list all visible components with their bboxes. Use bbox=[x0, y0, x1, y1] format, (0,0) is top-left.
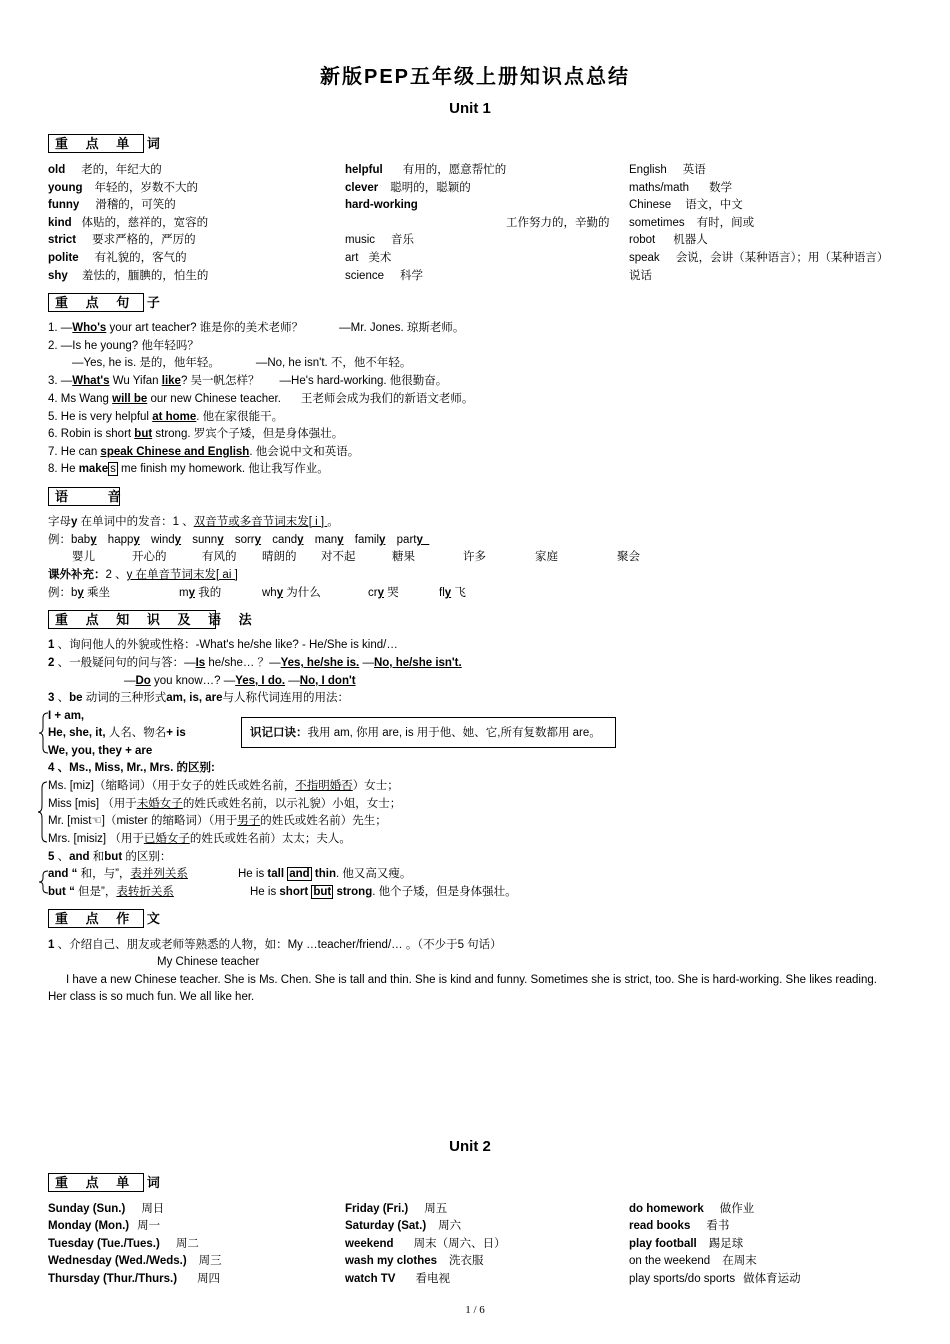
unit1-grammar-title: 重 点 知 识 及 语 法 bbox=[48, 610, 216, 629]
vocab-item: do homework 做作业 bbox=[629, 1203, 755, 1215]
sentence: 8. He make s me finish my homework. 他让我写作业。 bbox=[48, 463, 329, 475]
phonics-rule: 字母y 在单词中的发音：1 、双音节或多音节词末发[ i ] 。 bbox=[48, 516, 339, 528]
writing-task: 1 、介绍自己、朋友或老师等熟悉的人物，如：My …teacher/friend/… 。（不少于5 句话） bbox=[48, 939, 502, 951]
vocab-item: Sunday (Sun.) 周日 bbox=[48, 1203, 165, 1215]
sentence: 5. He is very helpful at home. 他在家很能干。 bbox=[48, 411, 284, 423]
vocab-item: strict 要求严格的，严厉的 bbox=[48, 234, 196, 246]
title-usage: Ms. [miz]（缩略词）（用于女子的姓氏或姓名前，不指明婚否）女士； bbox=[48, 780, 399, 792]
unit1-writing-title: 重 点 作 文 bbox=[48, 909, 144, 928]
conjunction-example: He is short but strong. 他个子矮，但是身体强壮。 bbox=[250, 886, 517, 898]
vocab-item: kind 体贴的，慈祥的，宽容的 bbox=[48, 217, 209, 229]
be-form: I + am, bbox=[48, 710, 85, 722]
vocab-item: English 英语 bbox=[629, 164, 706, 176]
vocab-item: read books 看书 bbox=[629, 1220, 730, 1232]
unit2-heading: Unit 2 bbox=[449, 1138, 491, 1155]
sentence: 4. Ms Wang will be our new Chinese teacher. 王老师会成为我们的新语文老师。 bbox=[48, 393, 474, 405]
grammar-point: 2 、一般疑问句的问与答：—Is he/she… ？—Yes, he/she is. —No, he/she isn't. bbox=[48, 657, 462, 669]
vocab-item: play football 踢足球 bbox=[629, 1238, 744, 1250]
title-usage: Mrs. [misiz] （用于已婚女子的姓氏或姓名前）太太；夫人。 bbox=[48, 833, 351, 845]
unit2-vocab-title: 重 点 单 词 bbox=[48, 1173, 144, 1192]
vocab-item: 说话 bbox=[629, 270, 652, 282]
vocab-item: science 科学 bbox=[345, 270, 423, 282]
vocab-item: old 老的，年纪大的 bbox=[48, 164, 162, 176]
grammar-point: 3 、be 动词的三种形式am, is, are与人称代词连用的用法： bbox=[48, 692, 349, 704]
vocab-item: weekend 周末（周六、日） bbox=[345, 1238, 506, 1250]
vocab-item: funny 滑稽的，可笑的 bbox=[48, 199, 176, 211]
vocab-item: Monday (Mon.) 周一 bbox=[48, 1220, 161, 1232]
conjunction-usage: and “ 和，与”，表并列关系 bbox=[48, 868, 188, 880]
vocab-item: watch TV 看电视 bbox=[345, 1273, 450, 1285]
vocab-item: robot 机器人 bbox=[629, 234, 708, 246]
vocab-item: hard-working bbox=[345, 199, 418, 211]
vocab-item: play sports/do sports 做体育运动 bbox=[629, 1273, 801, 1285]
grammar-point: 4 、Ms., Miss, Mr., Mrs. 的区别: bbox=[48, 762, 215, 774]
title-usage: Mr. [mist☜]（mister 的缩略词）（用于男子的姓氏或姓名前）先生； bbox=[48, 815, 387, 827]
sentence: 6. Robin is short but strong. 罗宾个子矮，但是身体强壮。 bbox=[48, 428, 344, 440]
vocab-item: Tuesday (Tue./Tues.) 周二 bbox=[48, 1238, 199, 1250]
grammar-point: —Do you know…? —Yes, I do. —No, I don't bbox=[124, 675, 356, 687]
conjunction-usage: but “ 但是”，表转折关系 bbox=[48, 886, 174, 898]
page-number: 1 / 6 bbox=[465, 1304, 485, 1316]
unit1-vocab-title: 重 点 单 词 bbox=[48, 134, 144, 153]
vocab-item: maths/math 数学 bbox=[629, 182, 733, 194]
vocab-item: clever 聪明的，聪颖的 bbox=[345, 182, 471, 194]
vocab-item: young 年轻的，岁数不大的 bbox=[48, 182, 198, 194]
be-form: He, she, it, 人名、物名+ is bbox=[48, 727, 186, 739]
vocab-item: Chinese 语文，中文 bbox=[629, 199, 743, 211]
vocab-item: sometimes 有时，间或 bbox=[629, 217, 755, 229]
vocab-item: Wednesday (Wed./Weds.) 周三 bbox=[48, 1255, 222, 1267]
unit1-phonics-title: 语 音 bbox=[48, 487, 120, 506]
sentence: —Yes, he is. 是的，他年轻。 —No, he isn't. 不，他不年轻。 bbox=[72, 357, 412, 369]
vocab-item: helpful 有用的，愿意帮忙的 bbox=[345, 164, 507, 176]
essay-body: Her class is so much fun. We all like her. bbox=[48, 991, 255, 1003]
vocab-item: shy 羞怯的，腼腆的，怕生的 bbox=[48, 270, 209, 282]
page-title: 新版PEP五年级上册知识点总结 bbox=[319, 66, 631, 88]
phonics-extra: 课外补充：2 、y 在单音节词末发[ ai ] bbox=[48, 569, 238, 581]
vocab-item: polite 有礼貌的，客气的 bbox=[48, 252, 187, 264]
conjunction-example: He is tall and thin. 他又高又瘦。 bbox=[238, 868, 412, 880]
sentence: 1. —Who's your art teacher? 谁是你的美术老师？ —Mr. Jones. 琼斯老师。 bbox=[48, 322, 465, 334]
be-form: We, you, they + are bbox=[48, 745, 153, 757]
title-usage: Miss [mis] （用于未婚女子的姓氏或姓名前，以示礼貌）小姐，女士； bbox=[48, 798, 402, 810]
vocab-item: Friday (Fri.) 周五 bbox=[345, 1203, 448, 1215]
grammar-point: 1 、询问他人的外貌或性格：-What's he/she like? - He/She is kind/… bbox=[48, 639, 398, 651]
unit1-sentences-title: 重 点 句 子 bbox=[48, 293, 144, 312]
essay-title: My Chinese teacher bbox=[157, 956, 260, 968]
vocab-item: wash my clothes 洗衣服 bbox=[345, 1255, 484, 1267]
vocab-item: Thursday (Thur./Thurs.) 周四 bbox=[48, 1273, 221, 1285]
vocab-item: Saturday (Sat.) 周六 bbox=[345, 1220, 462, 1232]
sentence: 2. —Is he young? 他年轻吗？ bbox=[48, 340, 199, 352]
vocab-item-meaning: 工作努力的，辛勤的 bbox=[506, 217, 610, 229]
phonics-examples: 例：baby happy windy sunny sorry candy many family party bbox=[48, 534, 423, 546]
sentence: 3. —What's Wu Yifan like? 吴一帆怎样？ —He's hard-working. 他很勤奋。 bbox=[48, 375, 448, 387]
vocab-item: speak 会说，会讲（某种语言）；用（某种语言） bbox=[629, 252, 889, 264]
grammar-point: 5 、and 和but 的区别： bbox=[48, 851, 172, 863]
vocab-item: art 美术 bbox=[345, 252, 392, 264]
essay-body: I have a new Chinese teacher. She is Ms. Chen. She is tall and thin. She is kind and funny. Sometimes she is strict, too. She is hard-working. She likes reading. bbox=[66, 974, 877, 986]
unit1-heading: Unit 1 bbox=[449, 100, 491, 117]
mnemonic-box: 识记口诀：我用 am, 你用 are, is 用于他、她、它,所有复数都用 are。 bbox=[241, 717, 616, 748]
sentence: 7. He can speak Chinese and English. 他会说中文和英语。 bbox=[48, 446, 360, 458]
vocab-item: music 音乐 bbox=[345, 234, 415, 246]
vocab-item: on the weekend 在周末 bbox=[629, 1255, 757, 1267]
